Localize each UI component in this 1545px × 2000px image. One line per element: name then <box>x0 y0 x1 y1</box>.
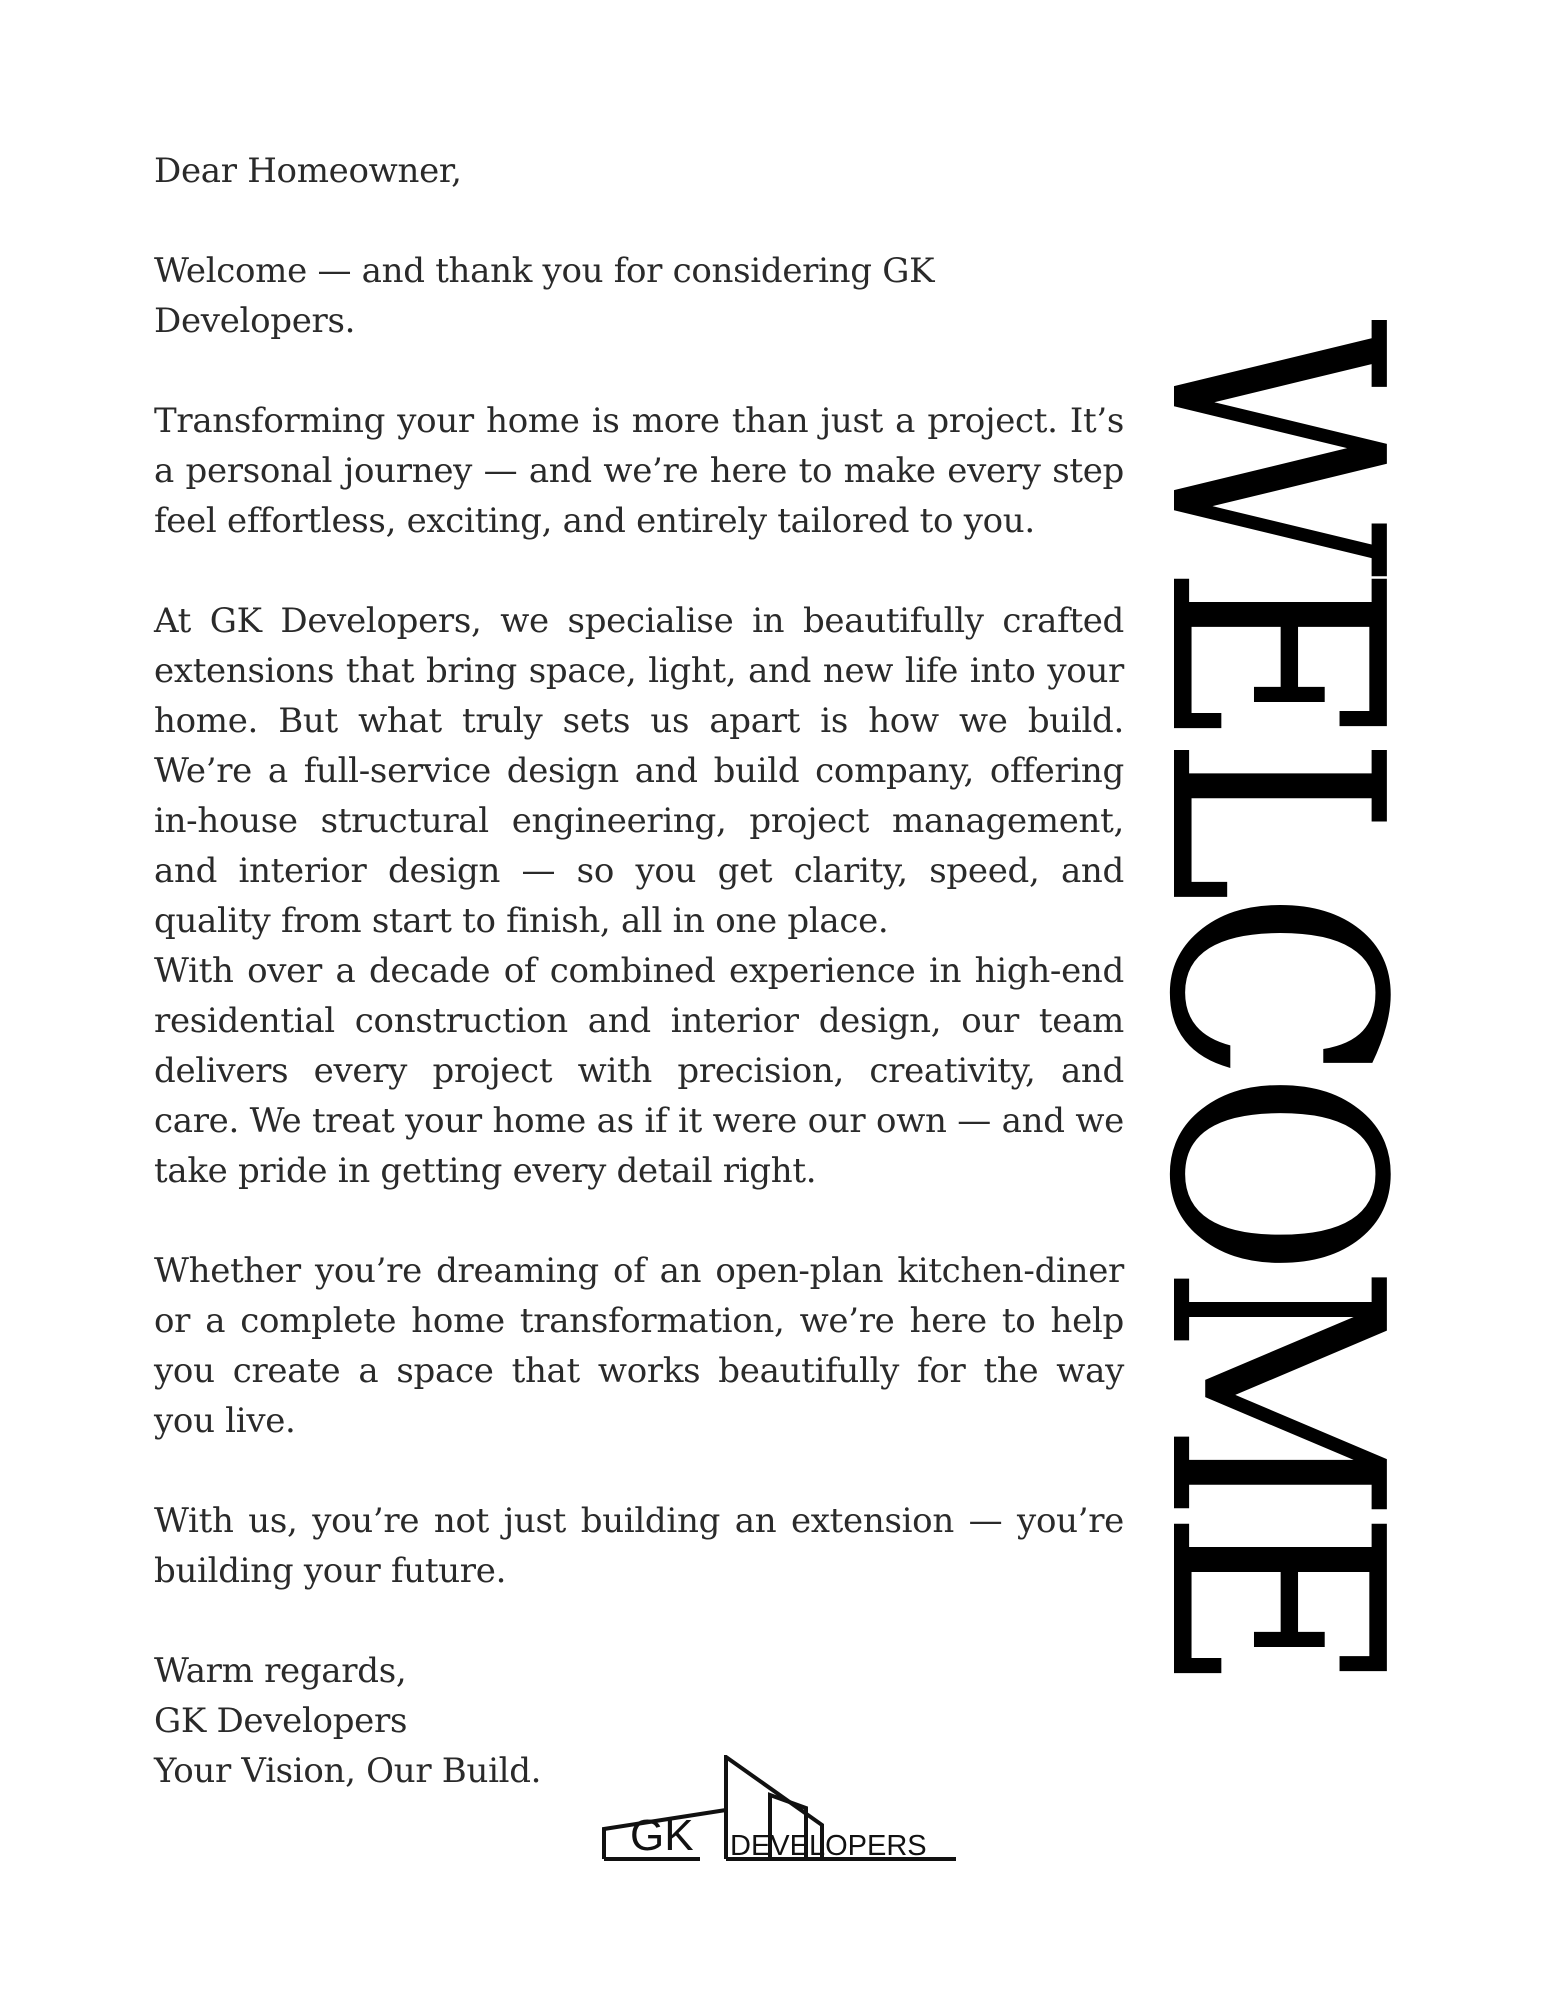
signoff-company: GK Developers <box>154 1701 408 1741</box>
building-outline-icon <box>600 1755 960 1865</box>
paragraph-services: At GK Developers, we specialise in beautifully crafted extensions that bring space, light, and new life into your home. But what truly sets us apart is how we build. We’re a full-service design and build company, offering in-house structural engineering, project management, and interior design — so you get clarity, speed, and quality from start to finish, all in one place. <box>154 601 1124 941</box>
welcome-line: Welcome — and thank you for considering GK Developers. <box>154 251 935 341</box>
paragraph-experience: With over a decade of combined experience in high-end residential construction and interior design, our team delivers every project with precision, creativity, and care. We treat your home as if it were our own — and we take pride in getting every detail right. <box>154 951 1124 1191</box>
paragraph-journey: Transforming your home is more than just a project. It’s a personal journey — and we’re here to make every step feel effortless, exciting, and entirely tailored to you. <box>154 401 1124 541</box>
welcome-heading-text: WELCOME <box>1105 318 1445 1682</box>
spacer <box>154 346 1124 396</box>
paragraph-future: With us, you’re not just building an extension — you’re building your future. <box>154 1501 1124 1591</box>
logo-text-developers: DEVELOPERS <box>730 1830 927 1862</box>
company-logo <box>600 1755 960 1865</box>
closing: Warm regards, <box>154 1651 407 1691</box>
spacer <box>154 196 1124 246</box>
spacer <box>154 1446 1124 1496</box>
letter-body <box>154 146 1124 1796</box>
spacer <box>154 1196 1124 1246</box>
spacer <box>154 1596 1124 1646</box>
spacer <box>154 546 1124 596</box>
paragraph-dream: Whether you’re dreaming of an open-plan kitchen-diner or a complete home transformation, we’re here to help you create a space that works beautifully for the way you live. <box>154 1251 1124 1441</box>
tagline: Your Vision, Our Build. <box>154 1751 542 1791</box>
logo-text-gk: GK <box>630 1811 694 1860</box>
welcome-vertical-heading <box>1105 208 1445 1792</box>
salutation: Dear Homeowner, <box>154 151 462 191</box>
